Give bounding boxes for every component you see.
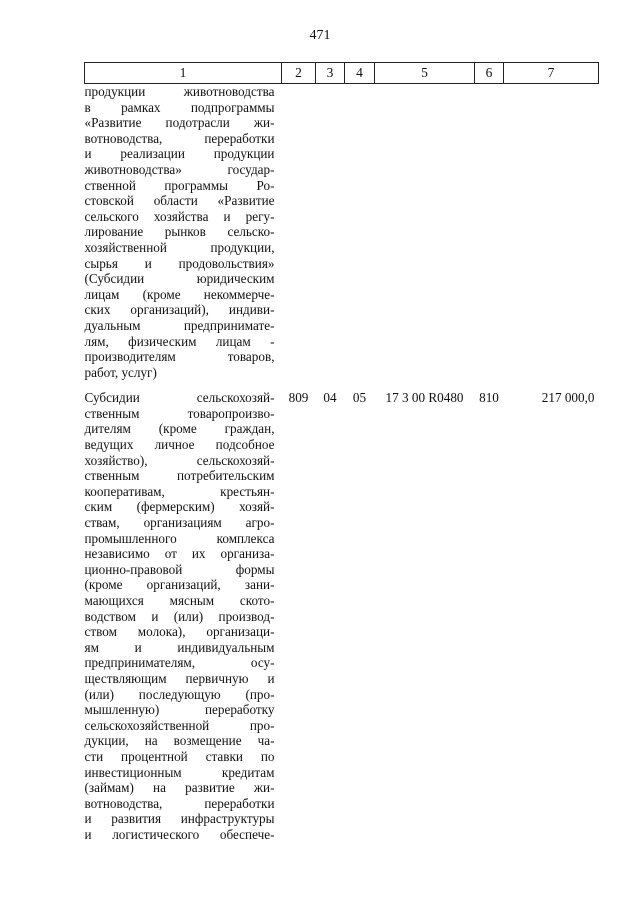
description-line: в рамках подпрограммы: [84, 99, 275, 115]
description-line: продукции животноводства: [84, 84, 275, 99]
cell-ministry-code: 809: [288, 390, 309, 406]
header-col-1: 1: [85, 63, 282, 84]
description-line: и реализации продукции: [84, 146, 275, 162]
description-line: независимо от их организа-: [84, 546, 275, 562]
description-line: ским (фермерским) хозяй-: [84, 499, 275, 515]
description-line: ционно-правовой формы: [84, 561, 275, 577]
description-line: инвестиционным кредитам: [84, 764, 275, 780]
description-line: ществляющим первичную и: [84, 670, 275, 686]
description-line: вотноводства, переработки: [84, 130, 275, 146]
cell-target-article: 17 3 00 R0480: [385, 390, 464, 406]
description-line: лирование рынков сельско-: [84, 224, 275, 240]
description-line: промышленного комплекса: [84, 530, 275, 546]
description-line: дуальным предпринимате-: [84, 317, 275, 333]
header-col-6: 6: [475, 63, 504, 84]
cell-section: [316, 84, 345, 381]
cell-ministry-code: [282, 84, 316, 381]
description-line: производителям товаров,: [84, 349, 275, 365]
description-line: (займам) на развитие жи-: [84, 780, 275, 796]
description-text: [85, 84, 275, 380]
description-line: ям и индивидуальным: [84, 639, 275, 655]
description-line: ственным потребительским: [84, 468, 275, 484]
header-col-7: 7: [504, 63, 599, 84]
table-row: [85, 380, 599, 842]
page-number: 471: [309, 28, 331, 43]
description-line: мающихся мясным ското-: [84, 593, 275, 608]
header-col-4: 4: [345, 63, 375, 84]
description-line: мышленную) переработку: [84, 702, 275, 718]
description-line: ствам, организациям агро-: [84, 515, 275, 531]
cell-subsection: [345, 84, 375, 381]
description-line: (Субсидии юридическим: [84, 271, 275, 287]
description-text: [85, 390, 275, 842]
description-line: сельского хозяйства и регу-: [84, 208, 275, 224]
description-line: лям, физическим лицам -: [84, 333, 275, 349]
description-line: Субсидии сельскохозяй-: [84, 390, 275, 406]
cell-amount: [504, 84, 599, 381]
table-row: [85, 84, 599, 381]
cell-subsection: 05: [352, 390, 367, 406]
cell-expense-type: [475, 84, 504, 381]
description-line: лицам (кроме некоммерче-: [84, 286, 275, 302]
description-line: водством и (или) производ-: [84, 608, 275, 624]
description-line: хозяйственной продукции,: [84, 239, 275, 255]
description-line: животноводства» государ-: [84, 161, 275, 177]
cell-amount: 217 000,0: [541, 390, 595, 406]
description-line: ственной программы Ро-: [84, 177, 275, 193]
header-col-2: 2: [282, 63, 316, 84]
description-line: работ, услуг): [84, 364, 157, 380]
budget-table: [84, 62, 599, 843]
description-line: кооперативам, крестьян-: [84, 483, 275, 499]
cell-expense-type: 810: [479, 390, 499, 406]
cell-target-article: [375, 84, 475, 381]
description-line: дукции, на возмещение ча-: [84, 733, 275, 749]
description-line: ских организаций), индиви-: [84, 302, 275, 318]
description-line: сырья и продовольствия»: [84, 255, 275, 271]
description-line: ственным товаропроизво-: [84, 405, 275, 421]
description-line: ством молока), организаци-: [84, 624, 275, 640]
cell-section: 04: [323, 390, 337, 406]
description-line: вотноводства, переработки: [84, 795, 275, 811]
description-line: и логистического обеспече-: [84, 826, 275, 842]
row-description: [85, 380, 282, 842]
description-line: стовской области «Развитие: [84, 193, 275, 209]
row-description: [85, 84, 282, 381]
description-line: предпринимателям, осу-: [84, 655, 275, 671]
description-line: (или) последующую (про-: [84, 686, 275, 702]
description-line: ведущих личное подсобное: [84, 437, 275, 453]
description-line: «Развитие подотрасли жи-: [84, 115, 275, 131]
description-line: хозяйство), сельскохозяй-: [84, 452, 275, 468]
header-col-5: 5: [375, 63, 475, 84]
header-col-3: 3: [316, 63, 345, 84]
description-line: (кроме организаций, зани-: [84, 577, 275, 593]
description-line: сти процентной ставки по: [84, 748, 275, 764]
description-line: дителям (кроме граждан,: [84, 421, 275, 437]
table-header-row: [85, 63, 599, 84]
description-line: и развития инфраструктуры: [84, 811, 275, 827]
description-line: сельскохозяйственной про-: [84, 717, 275, 733]
